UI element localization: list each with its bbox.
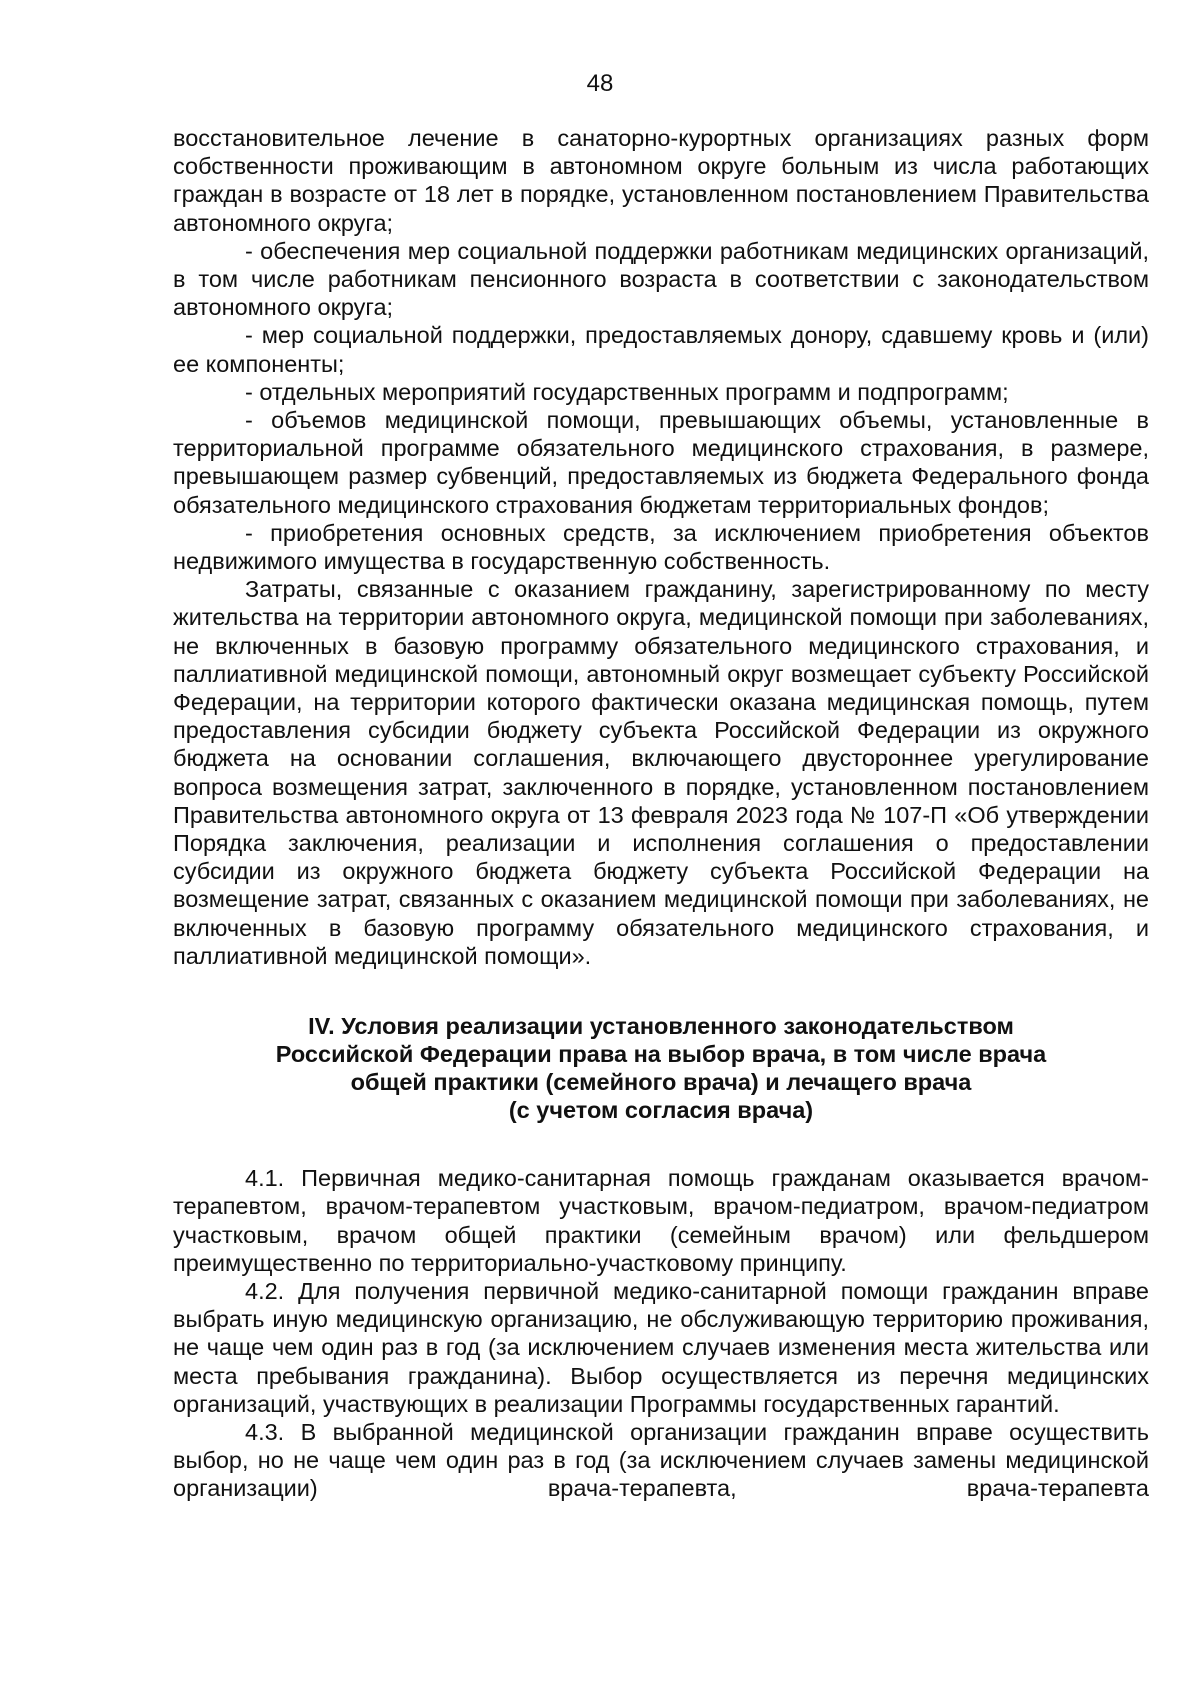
- heading-line-1: IV. Условия реализации установленного законодательством: [308, 1013, 1014, 1040]
- list-item-medical-workers-support: - обеспечения мер социальной поддержки работникам медицинских организаций, в том числе работникам пенсионного возраста в соответствии с законодательством автономного округа;: [173, 237, 1149, 321]
- paragraph-4-2: 4.2. Для получения первичной медико-санитарной помощи гражданин вправе выбрать иную медицинскую организацию, не обслуживающую территорию проживания, не чаще чем один раз в год (за исключением случаев изменения места жительства или места пребывания гражданина). Выбор осуществляется из перечня медицинских организаций, участвующих в реализации Программы государственных гарантий.: [173, 1277, 1149, 1417]
- paragraph-costs-reimbursement: Затраты, связанные с оказанием гражданину, зарегистрированному по месту жительства на территории автономного округа, медицинской помощи при заболеваниях, не включенных в базовую программу обязательного медицинского страхования, и паллиативной медицинской помощи, автономный округ возмещает субъекту Российской Федерации, на территории которого фактически оказана медицинская помощь, путем предоставления субсидии бюджету субъекта Российской Федерации из окружного бюджета на основании соглашения, включающего двустороннее урегулирование вопроса возмещения затрат, заключенного в порядке, установленном постановлением Правительства автономного округа от 13 февраля 2023 года № 107-П «Об утверждении Порядка заключения, реализации и исполнения соглашения о предоставлении субсидии из окружного бюджета бюджету субъекта Российской Федерации на возмещение затрат, связанных с оказанием медицинской помощи при заболеваниях, не включенных в базовую программу обязательного медицинского страхования, и паллиативной медицинской помощи».: [173, 576, 1149, 969]
- section-heading: [173, 1012, 1149, 1124]
- paragraph-4-3: 4.3. В выбранной медицинской организации гражданин вправе осуществить выбор, но не чаще чем один раз в год (за исключением случаев замены медицинской организации) врача-терапевта, врача-терапевта: [173, 1418, 1149, 1502]
- list-item-fixed-assets: - приобретения основных средств, за исключением приобретения объектов недвижимого имущества в государственную собственность.: [173, 519, 1149, 575]
- heading-line-3: общей практики (семейного врача) и лечащего врача: [350, 1069, 972, 1096]
- list-item-state-programs: - отдельных мероприятий государственных программ и подпрограмм;: [245, 378, 1009, 405]
- heading-line-4: (с учетом согласия врача): [508, 1097, 814, 1124]
- heading-line-2: Российской Федерации права на выбор врача, в том числе врача: [275, 1041, 1047, 1068]
- paragraph-continuation: восстановительное лечение в санаторно-курортных организациях разных форм собственности проживающим в автономном округе больным из числа работающих граждан в возрасте от 18 лет в порядке, установленном постановлением Правительства автономного округа;: [173, 125, 1149, 236]
- list-item-excess-volumes: - объемов медицинской помощи, превышающих объемы, установленные в территориальной программе обязательного медицинского страхования, в размере, превышающем размер субвенций, предоставляемых из бюджета Федерального фонда обязательного медицинского страхования бюджетам территориальных фондов;: [173, 407, 1149, 518]
- document-body: [173, 124, 1149, 1503]
- page-number: 48: [586, 70, 614, 97]
- paragraph-4-1: 4.1. Первичная медико-санитарная помощь гражданам оказывается врачом-терапевтом, врачом-терапевтом участковым, врачом-педиатром, врачом-педиатром участковым, врачом общей практики (семейным врачом) или фельдшером преимущественно по территориально-участковому принципу.: [173, 1165, 1149, 1276]
- list-item-donor-support: - мер социальной поддержки, предоставляемых донору, сдавшему кровь и (или) ее компоненты;: [173, 322, 1149, 377]
